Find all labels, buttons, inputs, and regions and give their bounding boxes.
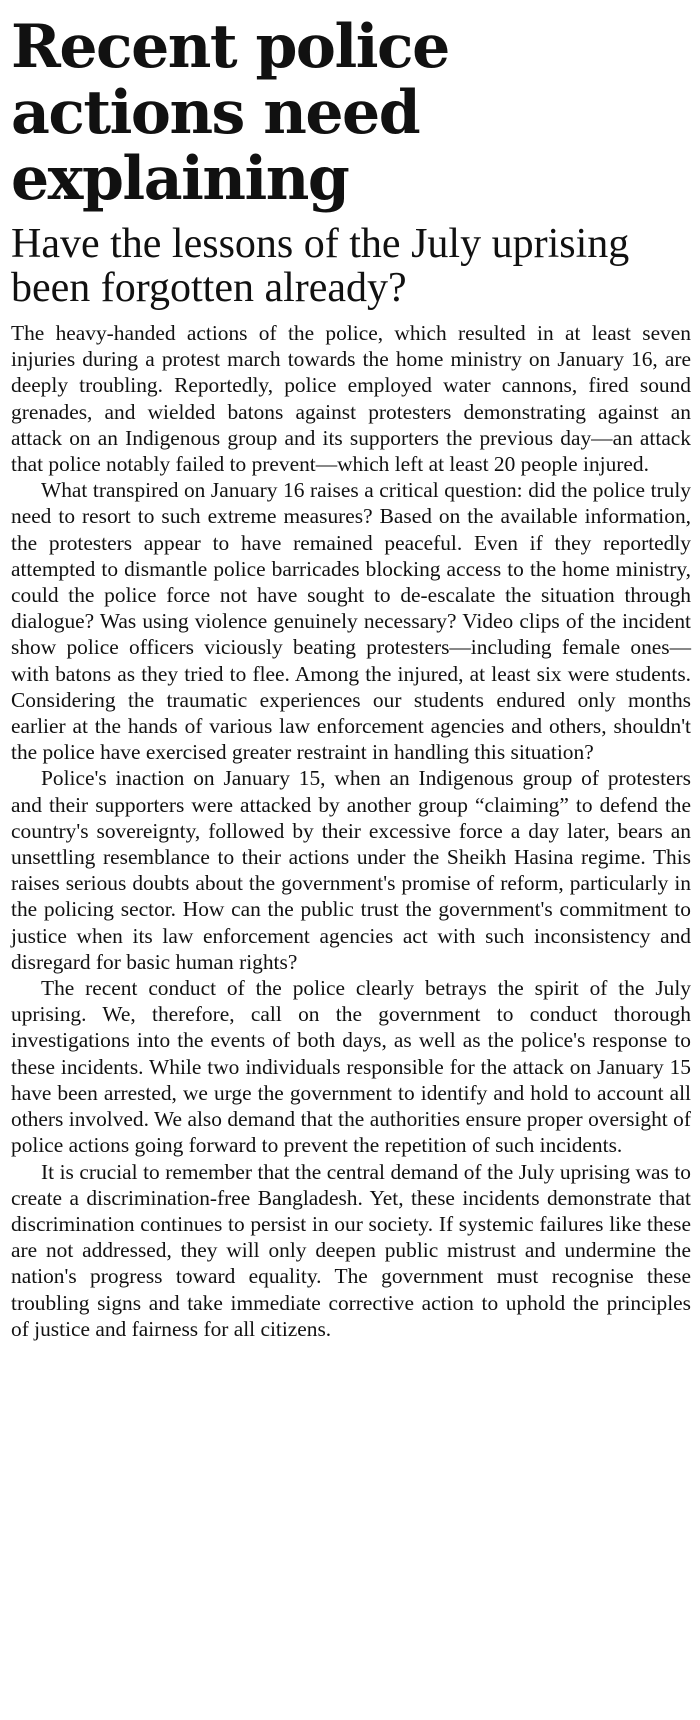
paragraph-1: The heavy-handed actions of the police, which resulted in at least seven injuries during a protest march towards the home ministry on January 16, are deeply troubling. Reportedly, police employed water cannons, fired sound grenades, and wielded batons against protesters demonstrating against an attack on an Indigenous group and its supporters the previous day—an attack that police notably failed to prevent—which left at least 20 people injured. — [11, 321, 691, 477]
paragraph-3: Police's inaction on January 15, when an Indigenous group of protesters and their supporters were attacked by another group “claiming” to defend the country's sovereignty, followed by their excessive force a day later, bears an unsettling resemblance to their actions under the Sheikh Hasina regime. This raises serious doubts about the government's promise of reform, particularly in the policing sector. How can the public trust the government's commitment to justice when its law enforcement agencies act with such inconsistency and disregard for basic human rights? — [11, 766, 691, 974]
paragraph-4: The recent conduct of the police clearly betrays the spirit of the July uprising. We, therefore, call on the government to conduct thorough investigations into the events of both days, as well as the police's response to these incidents. While two individuals responsible for the attack on January 15 have been arrested, we urge the government to identify and hold to account all others involved. We also demand that the authorities ensure proper oversight of police actions going forward to prevent the repetition of such incidents. — [11, 976, 691, 1158]
paragraph-2: What transpired on January 16 raises a critical question: did the police truly need to resort to such extreme measures? Based on the available information, the protesters appear to have remained peaceful. Even if they reportedly attempted to dismantle police barricades blocking access to the home ministry, could the police force not have sought to de-escalate the situation through dialogue? Was using violence genuinely necessary? Video clips of the incident show police officers viciously beating protesters—including female ones—with batons as they tried to flee. Among the injured, at least six were students. Considering the traumatic experiences our students endured only months earlier at the hands of various law enforcement agencies and others, shouldn't the police have exercised greater restraint in handling this situation? — [11, 478, 691, 765]
editorial-article — [11, 14, 691, 1342]
headline: Recent police actions need explaining — [11, 12, 449, 214]
paragraph-5: It is crucial to remember that the central demand of the July uprising was to create a discrimination-free Bangladesh. Yet, these incidents demonstrate that discrimination continues to persist in our society. If systemic failures like these are not addressed, they will only deepen public mistrust and undermine the nation's progress toward equality. The government must recognise these troubling signs and take immediate corrective action to uphold the principles of justice and fairness for all citizens. — [11, 1159, 691, 1341]
article-body — [11, 320, 691, 1342]
subheadline: Have the lessons of the July uprising been forgotten already? — [11, 221, 630, 311]
